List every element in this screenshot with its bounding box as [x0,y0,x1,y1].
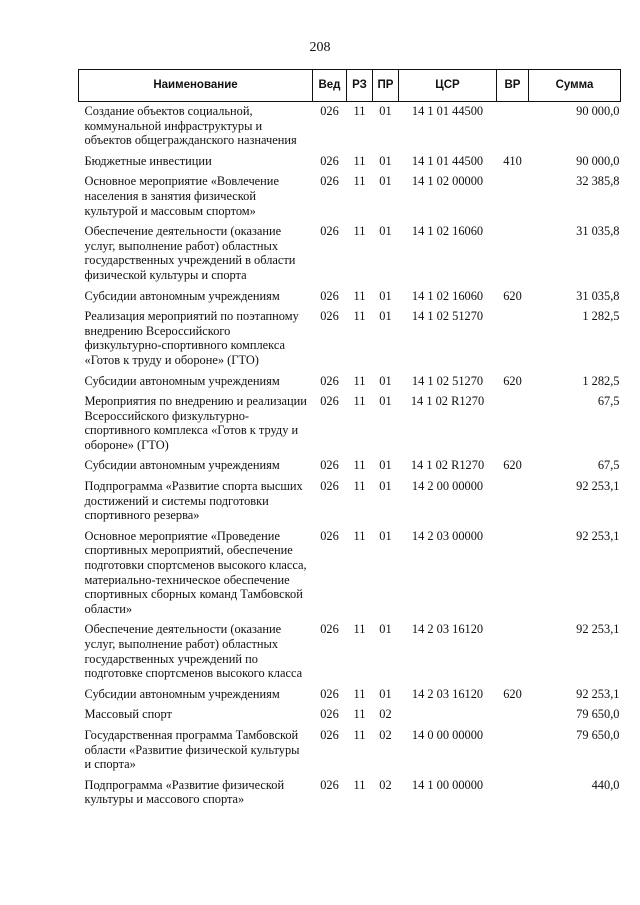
cell-pr: 01 [379,479,392,494]
cell-pr: 01 [379,288,392,303]
cell-vr [497,473,529,523]
cell-pr: 01 [379,104,392,118]
cell-name: Субсидии автономным учреждениям [84,686,280,701]
cell-sum: 92 253,1 [576,622,620,637]
cell-name: Подпрограмма «Развитие физической культуры и массового спорта» [84,777,285,807]
cell-pr: 01 [379,174,392,189]
cell-rz: 11 [353,686,366,701]
table-row [79,772,621,807]
cell-sum: 79 650,0 [576,727,620,742]
cell-name: Обеспечение деятельности (оказание услуг, выполнение работ) областных государственных учреждений по подготовке спортсменов высокого класса [84,622,303,681]
cell-rz: 11 [353,458,366,473]
cell-sum: 31 035,8 [576,288,620,303]
cell-sum: 90 000,0 [576,153,620,168]
table-header-row [79,70,621,102]
cell-sum: 92 253,1 [576,528,620,543]
table-row [79,388,621,452]
header-pr: ПР [373,70,399,102]
cell-ved: 026 [320,224,339,239]
cell-rz: 11 [353,777,366,792]
cell-pr: 01 [379,528,392,543]
cell-ved: 026 [320,686,339,701]
cell-csr: 14 2 03 16120 [411,686,484,701]
cell-vr [497,303,529,367]
cell-name: Мероприятия по внедрению и реализации Всероссийского физкультурно-спортивного комплекса «Готов к труду и обороне» (ГТО) [84,394,307,452]
table-row [79,473,621,523]
cell-ved: 026 [320,528,339,543]
cell-ved: 026 [320,153,339,168]
budget-table [78,69,621,807]
cell-ved: 026 [320,104,339,118]
cell-csr: 14 1 02 R1270 [410,458,485,473]
header-vr: ВР [497,70,529,102]
table-row [79,616,621,680]
table-row [79,452,621,473]
cell-rz: 11 [353,394,366,409]
cell-ved: 026 [320,727,339,742]
cell-sum: 32 385,8 [576,174,620,189]
cell-ved: 026 [320,288,339,303]
cell-ved: 026 [320,458,339,473]
cell-vr [497,772,529,807]
cell-rz: 11 [353,622,366,637]
cell-vr [497,102,529,148]
table-row [79,148,621,169]
cell-sum: 440,0 [591,777,620,792]
cell-csr: 14 0 00 00000 [411,727,484,742]
cell-sum: 90 000,0 [576,104,620,118]
cell-name: Обеспечение деятельности (оказание услуг, выполнение работ) областных государственных учреждений в области физической культуры и спорта [84,224,296,282]
cell-vr [497,616,529,680]
header-sum: Сумма [529,70,621,102]
cell-rz: 11 [353,479,366,494]
table-row [79,218,621,282]
cell-pr: 01 [379,622,392,637]
cell-csr: 14 2 00 00000 [411,479,484,494]
header-name: Наименование [79,70,313,102]
cell-rz: 11 [353,104,366,118]
cell-sum: 67,5 [597,394,620,409]
cell-sum: 92 253,1 [576,686,620,701]
header-csr: ЦСР [399,70,497,102]
cell-csr: 14 1 02 16060 [411,288,484,303]
cell-ved: 026 [320,479,339,494]
header-rz: РЗ [347,70,373,102]
cell-pr: 01 [379,394,392,409]
cell-csr: 14 1 00 00000 [411,777,484,792]
table-row [79,303,621,367]
cell-name: Массовый спорт [84,707,172,722]
cell-pr: 02 [379,727,392,742]
cell-csr: 14 1 02 51270 [411,309,484,324]
cell-vr: 620 [503,373,522,388]
cell-ved: 026 [320,373,339,388]
cell-sum: 1 282,5 [582,309,620,324]
cell-csr: 14 1 02 51270 [411,373,484,388]
cell-csr: 14 2 03 16120 [411,622,484,637]
cell-pr: 01 [379,309,392,324]
cell-pr: 01 [379,686,392,701]
cell-csr: 14 2 03 00000 [411,528,484,543]
table-row [79,701,621,722]
cell-name: Основное мероприятие «Проведение спортивных мероприятий, обеспечение подготовки спортсменов высокого класса, материально-техническое обеспечение спортивных сборных команд Тамбовской области» [84,528,307,616]
cell-name: Подпрограмма «Развитие спорта высших достижений и системы подготовки спортивного резерва» [84,479,303,523]
cell-name: Субсидии автономным учреждениям [84,458,280,473]
cell-vr: 620 [503,288,522,303]
cell-vr: 410 [503,153,522,168]
cell-rz: 11 [353,528,366,543]
cell-name: Государственная программа Тамбовской области «Развитие физической культуры и спорта» [84,727,300,772]
cell-csr: 14 1 02 00000 [411,174,484,189]
cell-ved: 026 [320,777,339,792]
cell-rz: 11 [353,288,366,303]
header-ved: Вед [313,70,347,102]
cell-vr: 620 [503,686,522,701]
cell-csr: 14 1 01 44500 [411,153,484,168]
cell-pr: 01 [379,153,392,168]
table-row [79,681,621,702]
cell-csr: 14 1 02 R1270 [410,394,485,409]
cell-ved: 026 [320,707,339,722]
cell-sum: 92 253,1 [576,479,620,494]
cell-rz: 11 [353,707,366,722]
cell-vr [497,218,529,282]
cell-vr: 620 [503,458,522,473]
table-row [79,523,621,617]
cell-rz: 11 [353,373,366,388]
cell-pr: 02 [379,707,392,722]
cell-csr: 14 1 01 44500 [411,104,484,118]
cell-csr [399,701,497,722]
cell-pr: 01 [379,224,392,239]
cell-name: Создание объектов социальной, коммунальной инфраструктуры и объектов общегражданского назначения [84,104,297,148]
table-row [79,722,621,772]
cell-vr [497,722,529,772]
cell-pr: 01 [379,458,392,473]
cell-rz: 11 [353,153,366,168]
cell-pr: 02 [379,777,392,792]
cell-name: Субсидии автономным учреждениям [84,373,280,388]
cell-vr [497,523,529,617]
cell-ved: 026 [320,174,339,189]
table-row [79,368,621,389]
page-number: 208 [309,40,331,55]
cell-csr: 14 1 02 16060 [411,224,484,239]
table-row [79,102,621,148]
cell-rz: 11 [353,727,366,742]
cell-rz: 11 [353,174,366,189]
cell-sum: 79 650,0 [576,707,620,722]
cell-ved: 026 [320,394,339,409]
cell-name: Основное мероприятие «Вовлечение населения в занятия физической культурой и массовым спортом» [84,174,279,218]
table-row [79,283,621,304]
cell-name: Реализация мероприятий по поэтапному внедрению Всероссийского физкультурно-спортивного комплекса «Готов к труду и обороне» (ГТО) [84,309,299,367]
cell-rz: 11 [353,309,366,324]
cell-sum: 31 035,8 [576,224,620,239]
cell-ved: 026 [320,309,339,324]
cell-vr [497,168,529,218]
cell-ved: 026 [320,622,339,637]
cell-rz: 11 [353,224,366,239]
cell-name: Бюджетные инвестиции [84,153,212,168]
cell-sum: 1 282,5 [582,373,620,388]
cell-name: Субсидии автономным учреждениям [84,288,280,303]
table-row [79,168,621,218]
cell-pr: 01 [379,373,392,388]
cell-sum: 67,5 [597,458,620,473]
cell-vr [497,388,529,452]
cell-vr [497,701,529,722]
